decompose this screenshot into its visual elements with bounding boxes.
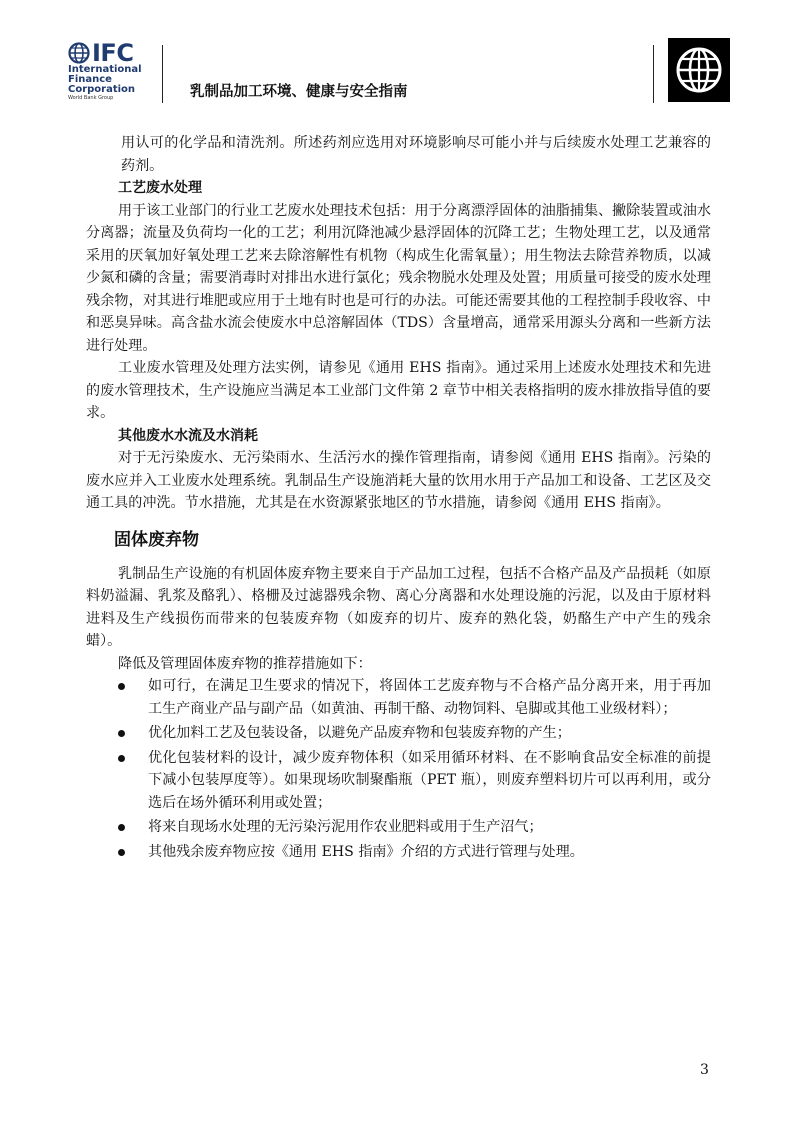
continued-paragraph: 用认可的化学品和清洗剂。所述药剂应选用对环境影响尽可能小并与后续废水处理工艺兼容的药剂。: [121, 135, 711, 174]
paragraph-solid-waste-2: 降低及管理固体废弃物的推荐措施如下：: [118, 655, 372, 672]
ifc-globe-icon: [68, 42, 90, 64]
subheading-other-wastewater: 其他废水水流及水消耗: [118, 427, 258, 444]
page-body: [86, 132, 711, 865]
document-title: 乳制品加工环境、健康与安全指南: [190, 84, 408, 100]
paragraph-process-wastewater-2: 工业废水管理及处理方法实例，请参见《通用 EHS 指南》。通过采用上述废水处理技术和先进的废水管理技术，生产设施应当满足本工业部门文件第 2 章节中相关表格指明的废水排放指导值的要求。: [86, 360, 711, 421]
header-divider-left: [162, 45, 163, 103]
section-title-solid-waste: 固体废弃物: [114, 529, 199, 550]
ifc-org-line3: Corporation: [68, 84, 136, 95]
list-item: 将来自现场水处理的无污染污泥用作农业肥料或用于生产沼气；: [86, 816, 711, 839]
paragraph-other-wastewater: 对于无污染废水、无污染雨水、生活污水的操作管理指南，请参阅《通用 EHS 指南》。污染的废水应并入工业废水处理系统。乳制品生产设施消耗大量的饮用水用于产品加工和设备、工艺区及交通工具的冲洗。节水措施，尤其是在水资源紧张地区的节水措施，请参阅《通用 EHS 指南》。: [86, 450, 711, 511]
paragraph-solid-waste-1: 乳制品生产设施的有机固体废弃物主要来自于产品加工过程，包括不合格产品及产品损耗（如原料奶溢漏、乳浆及酪乳）、格栅及过滤器残余物、离心分离器和水处理设施的污泥，以及由于原材料进料及生产线损伤而带来的包装废弃物（如废弃的切片、废弃的熟化袋，奶酪生产中产生的残余蜡）。: [86, 565, 711, 649]
world-bank-globe-icon: [668, 38, 730, 102]
paragraph-process-wastewater-1: 用于该工业部门的行业工艺废水处理技术包括：用于分离漂浮固体的油脂捕集、撇除装置或油水分离器；流量及负荷均一化的工艺；利用沉降池减少悬浮固体的沉降工艺；生物处理工艺，以及通常采用的厌氧加好氧处理工艺来去除溶解性有机物（构成生化需氧量）；用生物法去除营养物质，以减少氮和磷的含量；需要消毒时对排出水进行氯化；残余物脱水处理及处置；用质量可接受的废水处理残余物，对其进行堆肥或应用于土地有时也是可行的办法。可能还需要其他的工程控制手段收容、中和恶臭异味。高含盐水流会使废水中总溶解固体（TDS）含量增高，通常采用源头分离和一些新方法进行处理。: [86, 202, 711, 354]
list-item: 其他残余废弃物应按《通用 EHS 指南》介绍的方式进行管理与处理。: [86, 841, 711, 864]
recommendations-list: [86, 675, 711, 863]
list-item: 如可行，在满足卫生要求的情况下，将固体工艺废弃物与不合格产品分离开来，用于再加工生产商业产品与副产品（如黄油、再制干酪、动物饲料、皂脚或其他工业级材料）；: [86, 675, 711, 720]
subheading-process-wastewater: 工艺废水处理: [118, 180, 202, 196]
list-item: 优化加料工艺及包装设备，以避免产品废弃物和包装废弃物的产生；: [86, 722, 711, 745]
ifc-logo-mark: [68, 40, 133, 66]
page-header: [0, 0, 793, 110]
ifc-org-sub: World Bank Group: [68, 95, 114, 101]
ifc-logo: [68, 40, 148, 110]
header-divider-right: [653, 45, 654, 103]
ifc-logo-letters: IFC: [92, 39, 134, 67]
ifc-org-name: [68, 65, 148, 102]
ifc-org-line1: International: [68, 64, 142, 75]
list-item: 优化包装材料的设计，减少废弃物体积（如采用循环材料、在不影响食品安全标准的前提下减小包装厚度等）。如果现场吹制聚酯瓶（PET 瓶），则废弃塑料切片可以再利用，或分选后在场外循环利用或处置；: [86, 747, 711, 815]
ifc-org-line2: Finance: [68, 74, 112, 85]
page-number: 3: [700, 1062, 709, 1078]
